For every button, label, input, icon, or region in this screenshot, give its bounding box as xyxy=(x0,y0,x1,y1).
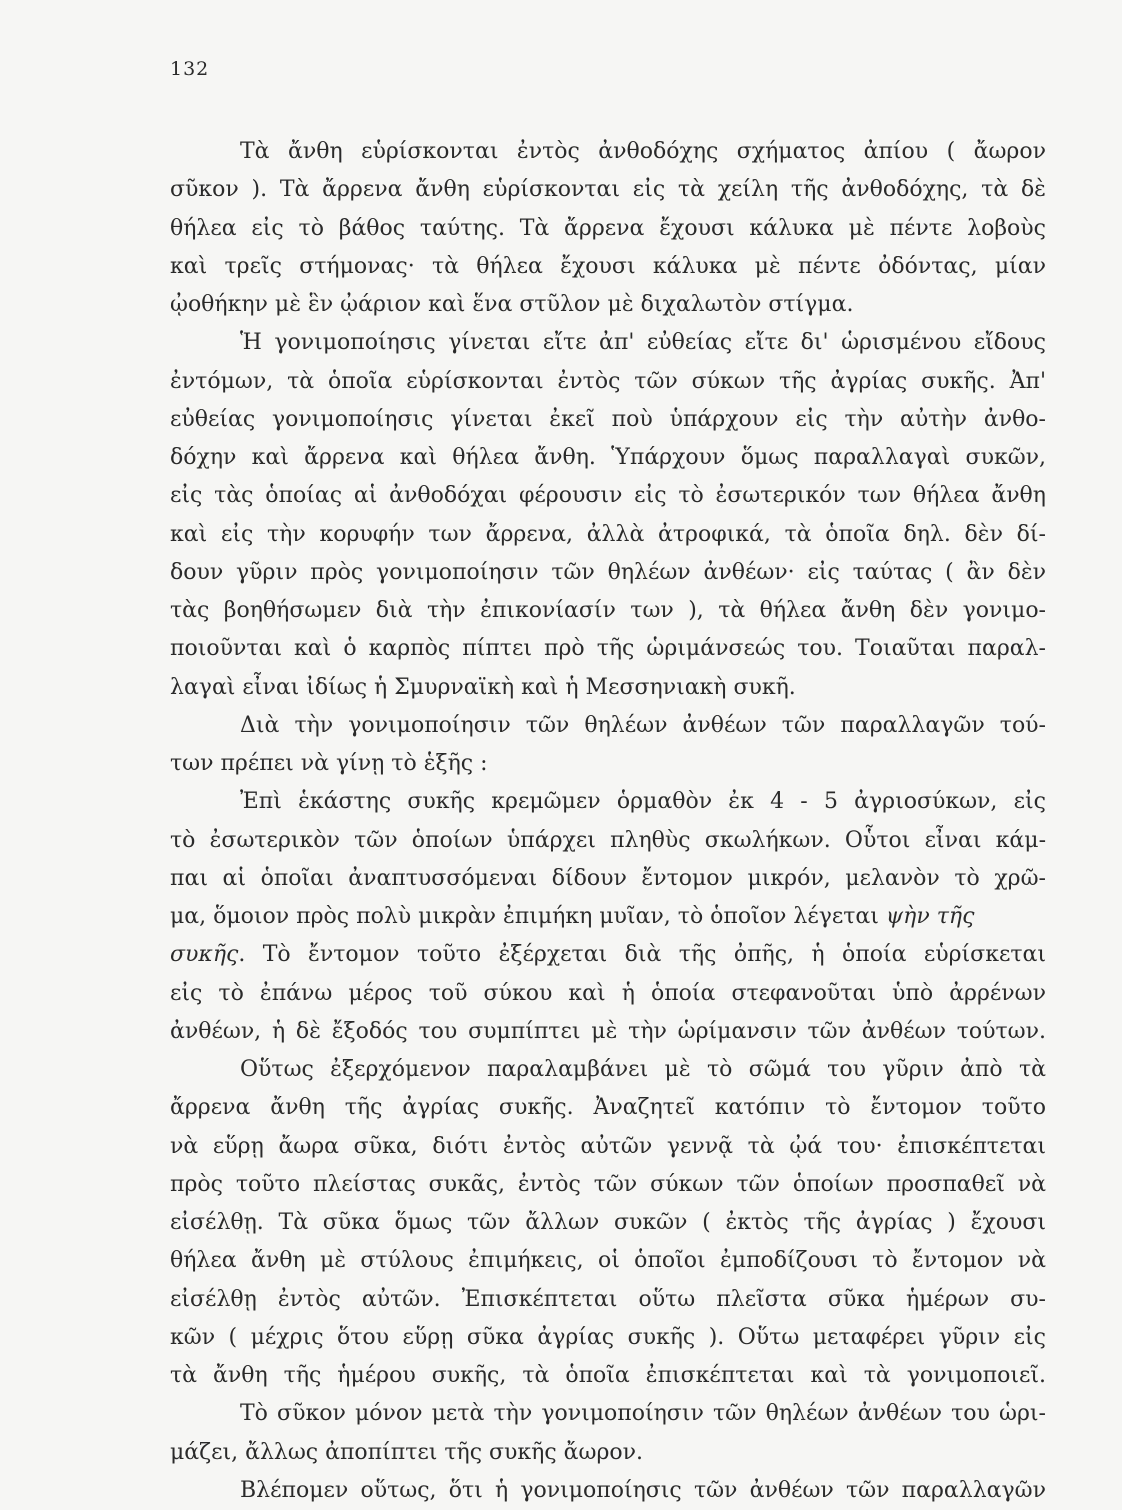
page-number: 132 xyxy=(170,58,210,80)
text-line: ποιοῦνται καὶ ὁ καρπὸς πίπτει πρὸ τῆς ὡριμάνσεώς του. Τοιαῦται παραλ- xyxy=(170,636,1046,662)
italic-term: ψὴν τῆς xyxy=(885,904,975,929)
text-line: Διὰ τὴν γονιμοποίησιν τῶν θηλέων ἀνθέων τῶν παραλλαγῶν τού- xyxy=(240,712,1046,738)
text-line: πρὸς τοῦτο πλείστας συκᾶς, ἐντὸς τῶν σύκων τῶν ὁποίων προσπαθεῖ νὰ xyxy=(170,1171,1046,1197)
text-line: θήλεα ἄνθη μὲ στύλους ἐπιμήκεις, οἱ ὁποῖοι ἐμποδίζουσι τὸ ἔντομον νὰ xyxy=(170,1248,1046,1274)
text-line: νὰ εὕρῃ ἄωρα σῦκα, διότι ἐντὸς αὐτῶν γεννᾷ τὰ ᾠά του· ἐπισκέπτεται xyxy=(170,1133,1046,1159)
body-text xyxy=(170,133,1046,1510)
line-text: . Τὸ ἔντομον τοῦτο ἐξέρχεται διὰ τῆς ὀπῆς, ἡ ὁποία εὑρίσκεται xyxy=(238,942,1046,968)
text-line: Ἐπὶ ἑκάστης συκῆς κρεμῶμεν ὁρμαθὸν ἐκ 4 - 5 ἀγριοσύκων, εἰς xyxy=(240,789,1046,815)
text-line: εὐθείας γονιμοποίησις γίνεται ἐκεῖ ποὺ ὑπάρχουν εἰς τὴν αὐτὴν ἀνθο- xyxy=(170,406,1046,432)
text-line: ἐντόμων, τὰ ὁποῖα εὑρίσκονται ἐντὸς τῶν σύκων τῆς ἀγρίας συκῆς. Ἀπ' xyxy=(170,368,1046,394)
text-line xyxy=(170,936,1046,974)
text-line: δουν γῦριν πρὸς γονιμοποίησιν τῶν θηλέων ἀνθέων· εἰς ταύτας ( ἂν δὲν xyxy=(170,559,1046,585)
text-line: λαγαὶ εἶναι ἰδίως ἡ Σμυρναϊκὴ καὶ ἡ Μεσσηνιακὴ συκῆ. xyxy=(170,674,796,700)
text-line: θήλεα εἰς τὸ βάθος ταύτης. Τὰ ἄρρενα ἔχουσι κάλυκα μὲ πέντε λοβοὺς xyxy=(170,215,1046,241)
text-line: εἰσέλθῃ ἐντὸς αὐτῶν. Ἐπισκέπτεται οὕτω πλεῖστα σῦκα ἡμέρων συ- xyxy=(170,1286,1046,1312)
text-line: Τὸ σῦκον μόνον μετὰ τὴν γονιμοποίησιν τῶν θηλέων ἀνθέων του ὡρι- xyxy=(240,1401,1046,1427)
text-line: των πρέπει νὰ γίνῃ τὸ ἑξῆς : xyxy=(170,751,488,776)
text-line: τὸ ἐσωτερικὸν τῶν ὁποίων ὑπάρχει πληθὺς σκωλήκων. Οὗτοι εἶναι κάμ- xyxy=(170,827,1046,853)
text-line: Τὰ ἄνθη εὑρίσκονται ἐντὸς ἀνθοδόχης σχήματος ἀπίου ( ἄωρον xyxy=(240,139,1046,164)
text-line: παι αἱ ὁποῖαι ἀναπτυσσόμεναι δίδουν ἔντομον μικρόν, μελανὸν τὸ χρῶ- xyxy=(170,865,1046,891)
line-text: μα, ὅμοιον πρὸς πολὺ μικρὰν ἐπιμήκη μυῖαν, τὸ ὁποῖον λέγεται xyxy=(170,904,879,929)
text-line: καὶ εἰς τὴν κορυφήν των ἄρρενα, ἀλλὰ ἀτροφικά, τὰ ὁποῖα δηλ. δὲν δί- xyxy=(170,521,1046,547)
text-line: εἰς τὰς ὁποίας αἱ ἀνθοδόχαι φέρουσιν εἰς τὸ ἐσωτερικόν των θήλεα ἄνθη xyxy=(170,483,1046,509)
italic-term: συκῆς xyxy=(170,942,239,968)
text-line: σῦκον ). Τὰ ἄρρενα ἄνθη εὑρίσκονται εἰς τὰ χείλη τῆς ἀνθοδόχης, τὰ δὲ xyxy=(170,177,1046,203)
text-line: Οὕτως ἐξερχόμενον παραλαμβάνει μὲ τὸ σῶμά του γῦριν ἀπὸ τὰ xyxy=(240,1057,1046,1082)
text-line: Ἡ γονιμοποίησις γίνεται εἴτε ἀπ' εὐθείας εἴτε δι' ὡρισμένου εἴδους xyxy=(240,330,1046,356)
text-line: τὰ ἄνθη τῆς ἡμέρου συκῆς, τὰ ὁποῖα ἐπισκέπτεται καὶ τὰ γονιμοποιεῖ. xyxy=(170,1363,1046,1388)
text-line: δόχην καὶ ἄρρενα καὶ θήλεα ἄνθη. Ὑπάρχουν ὅμως παραλλαγαὶ συκῶν, xyxy=(170,445,1046,470)
text-line: εἰς τὸ ἐπάνω μέρος τοῦ σύκου καὶ ἡ ὁποία στεφανοῦται ὑπὸ ἀρρένων xyxy=(170,980,1046,1006)
text-line: καὶ τρεῖς στήμονας· τὰ θήλεα ἔχουσι κάλυκα μὲ πέντε ὀδόντας, μίαν xyxy=(170,253,1046,279)
text-line: εἰσέλθῃ. Τὰ σῦκα ὅμως τῶν ἄλλων συκῶν ( ἐκτὸς τῆς ἀγρίας ) ἔχουσι xyxy=(170,1210,1046,1235)
text-line: ἀνθέων, ἡ δὲ ἔξοδός του συμπίπτει μὲ τὴν ὡρίμανσιν τῶν ἀνθέων τούτων. xyxy=(170,1018,1046,1044)
text-line: κῶν ( μέχρις ὅτου εὕρῃ σῦκα ἀγρίας συκῆς ). Οὕτω μεταφέρει γῦριν εἰς xyxy=(170,1324,1046,1350)
text-line: ᾠοθήκην μὲ ἓν ᾠάριον καὶ ἕνα στῦλον μὲ διχαλωτὸν στίγμα. xyxy=(170,292,854,317)
text-line xyxy=(170,898,1046,936)
text-line: μάζει, ἄλλως ἀποπίπτει τῆς συκῆς ἄωρον. xyxy=(170,1439,644,1465)
text-line: τὰς βοηθήσωμεν διὰ τὴν ἐπικονίασίν των ), τὰ θήλεα ἄνθη δὲν γονιμο- xyxy=(170,598,1046,623)
text-line: ἄρρενα ἄνθη τῆς ἀγρίας συκῆς. Ἀναζητεῖ κατόπιν τὸ ἔντομον τοῦτο xyxy=(170,1095,1046,1121)
text-line: Βλέπομεν οὕτως, ὅτι ἡ γονιμοποίησις τῶν ἀνθέων τῶν παραλλαγῶν xyxy=(240,1477,1046,1503)
